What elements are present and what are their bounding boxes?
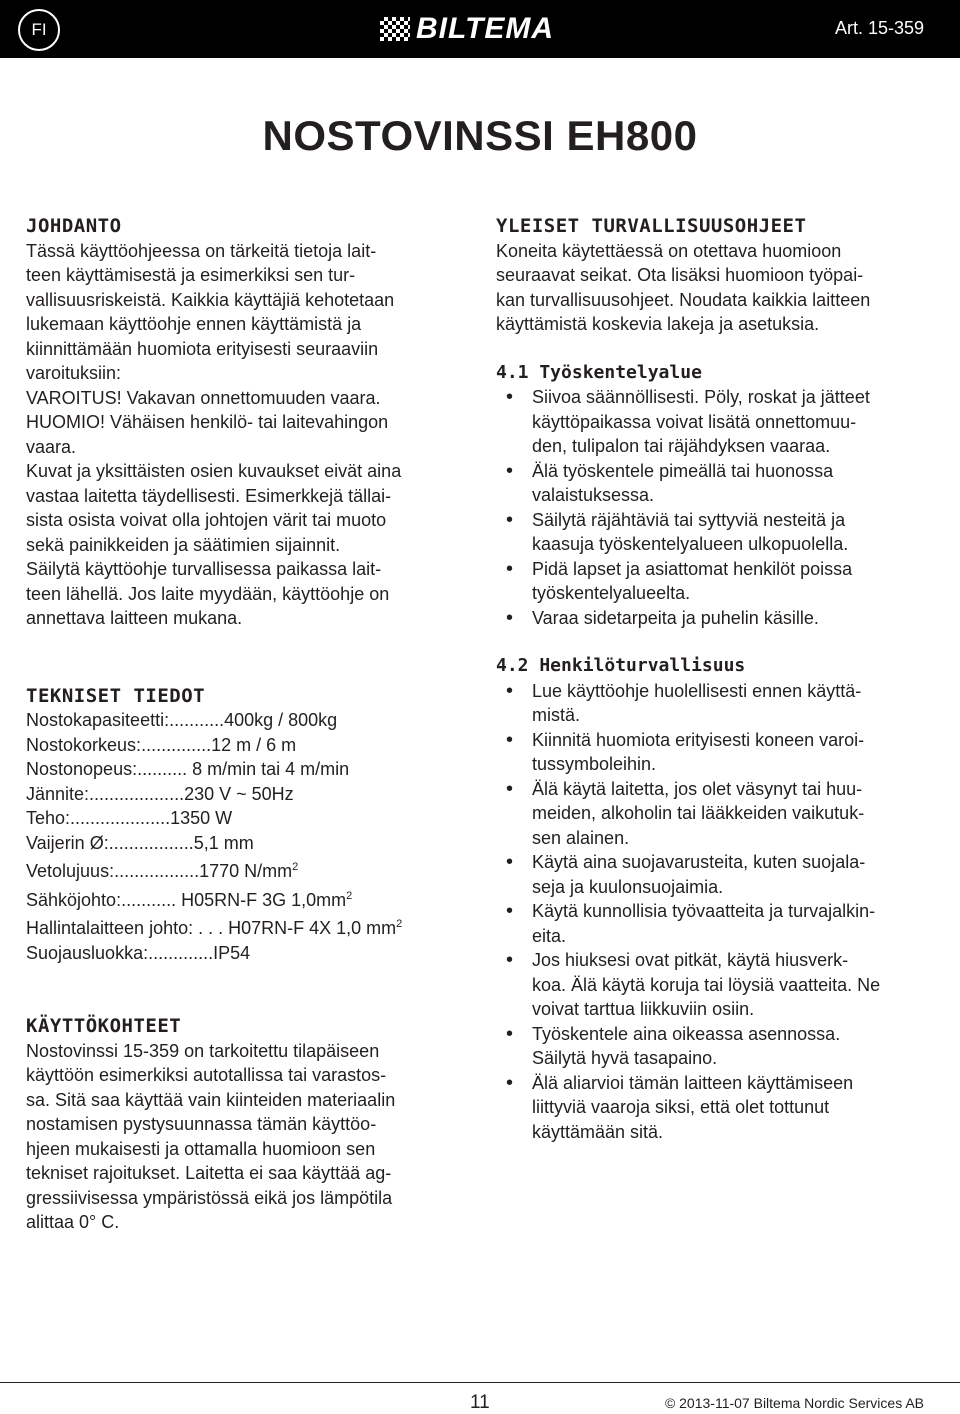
workarea-section <box>496 361 941 631</box>
spec-dots: ................. <box>114 861 200 881</box>
list-item <box>496 728 941 777</box>
spec-row <box>26 733 466 758</box>
list-item-line: kaasuja työskentelyalueen ulkopuolella. <box>532 534 849 554</box>
text-line: käyttämistä koskevia lakeja ja asetuksia. <box>496 314 820 334</box>
list-item-line: työskentelyalueelta. <box>532 583 691 603</box>
spec-value: H05RN-F 3G 1,0mm <box>181 889 347 910</box>
page-number: 11 <box>470 1392 490 1413</box>
personal-section <box>496 654 941 1144</box>
list-item-line: sen alainen. <box>532 827 630 848</box>
text-line: Koneita käytettäessä on otettava huomioon <box>496 240 842 261</box>
list-item-line: • Käytä kunnollisia työvaatteita ja turvajalkin- <box>532 901 876 921</box>
text-line: vallisuusriskeistä. Kaikkia käyttäjiä kehotetaan <box>26 289 395 310</box>
copyright: © 2013-11-07 Biltema Nordic Services AB <box>664 1395 924 1411</box>
list-item-line: • Lue käyttöohje huolellisesti ennen käyttä- <box>532 680 862 701</box>
list-item <box>496 679 941 728</box>
text-line: Säilytä käyttöohje turvallisessa paikassa lait- <box>26 559 382 579</box>
list-item <box>496 899 941 948</box>
spec-label: Sähköjohto: <box>26 889 122 910</box>
text-line: kiinnittämään huomiota erityisesti seuraaviin <box>26 338 379 359</box>
text-line: kan turvallisuusohjeet. Noudata kaikkia laitteen <box>496 289 871 310</box>
usage-text <box>26 1039 466 1235</box>
right-column <box>496 214 941 1144</box>
personal-heading: 4.2 Henkilöturvallisuus <box>496 655 746 676</box>
spec-dots: ................. <box>108 832 194 853</box>
spec-label: Jännite: <box>26 783 90 804</box>
list-item-line: • Älä käytä laitetta, jos olet väsynyt tai huu- <box>532 778 863 799</box>
list-item-line: käyttöpaikassa voivat lisätä onnettomuu- <box>532 411 857 432</box>
list-item-line: mistä. <box>532 705 581 725</box>
workarea-heading: 4.1 Työskentelyalue <box>496 361 702 383</box>
list-item <box>496 459 941 508</box>
text-line: Kuvat ja yksittäisten osien kuvaukset eivät aina <box>26 461 402 481</box>
list-item-line: • Älä työskentele pimeällä tai huonossa <box>532 460 834 481</box>
text-line: VAROITUS! Vakavan onnettomuuden vaara. <box>26 387 381 408</box>
list-item-line: käyttämään sitä. <box>532 1121 664 1142</box>
specs-list <box>26 708 466 965</box>
list-item <box>496 385 941 459</box>
spec-superscript: 2 <box>396 918 403 930</box>
personal-list <box>496 679 941 1145</box>
spec-row <box>26 884 466 913</box>
text-line: sekä painikkeiden ja säätimien sijainnit. <box>26 534 341 555</box>
spec-dots: ............. <box>148 942 214 963</box>
text-line: sa. Sitä saa käyttää vain kiinteiden materiaalin <box>26 1089 396 1110</box>
list-item <box>496 508 941 557</box>
spec-label: Teho: <box>26 808 71 828</box>
text-line: teen lähellä. Jos laite myydään, käyttöohje on <box>26 583 390 604</box>
spec-value: 400kg / 800kg <box>224 710 338 730</box>
spec-row <box>26 831 466 856</box>
list-item-line: • Pidä lapset ja asiattomat henkilöt poissa <box>532 558 853 579</box>
list-item-line: • Varaa sidetarpeita ja puhelin käsille. <box>532 607 819 628</box>
spec-value: 1770 N/mm <box>199 861 293 881</box>
spec-value: 12 m / 6 m <box>211 734 297 755</box>
text-line: teen käyttämisestä ja esimerkiksi sen tur- <box>26 265 356 285</box>
list-item-line: eita. <box>532 925 567 946</box>
brand-name: BILTEMA <box>416 12 555 45</box>
text-line: Nostovinssi 15-359 on tarkoitettu tilapäiseen <box>26 1040 380 1061</box>
list-item-line: • Jos hiuksesi ovat pitkät, käytä hiusverk- <box>532 950 849 970</box>
text-line: Tässä käyttöohjeessa on tärkeitä tietoja lait- <box>26 240 377 261</box>
list-item-line: tussymboleihin. <box>532 754 657 774</box>
spec-label: Nostokorkeus: <box>26 734 142 755</box>
spec-row <box>26 941 466 966</box>
text-line: annettava laitteen mukana. <box>26 608 243 628</box>
footer-divider <box>0 1382 960 1383</box>
safety-section <box>496 214 941 337</box>
spec-dots: .............. <box>141 734 212 755</box>
brand-logo <box>380 13 554 45</box>
safety-text <box>496 239 941 337</box>
spec-dots: ........... <box>121 889 182 910</box>
usage-section <box>26 1014 466 1235</box>
spec-superscript: 2 <box>292 861 299 873</box>
spec-value: IP54 <box>213 942 251 963</box>
spec-label: Vaijerin Ø: <box>26 832 109 853</box>
list-item <box>496 557 941 606</box>
spec-label: Nostonopeus: <box>26 759 138 779</box>
spec-row <box>26 912 466 941</box>
list-item <box>496 850 941 899</box>
text-line: sista osista voivat olla johtojen värit tai muoto <box>26 510 387 530</box>
list-item-line: • Älä aliarvioi tämän laitteen käyttämiseen <box>532 1072 854 1093</box>
spec-value: 8 m/min tai 4 m/min <box>192 759 350 779</box>
spec-value: H07RN-F 4X 1,0 mm <box>228 918 397 938</box>
text-line: varoituksiin: <box>26 363 122 383</box>
list-item <box>496 948 941 1022</box>
list-item-line: Säilytä hyvä tasapaino. <box>532 1048 718 1068</box>
list-item-line: • Siivoa säännöllisesti. Pöly, roskat ja jätteet <box>532 387 870 407</box>
text-line: lukemaan käyttöohje ennen käyttämistä ja <box>26 314 362 334</box>
list-item <box>496 777 941 851</box>
spec-dots: ................... <box>89 783 185 804</box>
spec-dots: .................... <box>70 808 171 828</box>
list-item-line: valaistuksessa. <box>532 485 655 505</box>
specs-section <box>26 684 466 966</box>
list-item-line: voivat tarttua liikkuviin osiin. <box>532 999 755 1019</box>
list-item-line: koa. Älä käytä koruja tai löysiä vaatteita. Ne <box>532 974 881 995</box>
intro-section <box>26 214 466 631</box>
spec-row <box>26 757 466 782</box>
spec-value: 1350 W <box>170 808 233 828</box>
workarea-list <box>496 385 941 630</box>
safety-heading: YLEISET TURVALLISUUSOHJEET <box>496 215 807 237</box>
spec-row <box>26 782 466 807</box>
spec-label: Vetolujuus: <box>26 861 115 881</box>
checkered-flag-icon <box>380 17 410 41</box>
left-column <box>26 214 466 1235</box>
specs-heading: TEKNISET TIEDOT <box>26 684 206 707</box>
spec-value: 230 V ~ 50Hz <box>184 783 294 804</box>
spec-dots: . . . <box>193 918 229 938</box>
header-bar <box>0 0 960 58</box>
text-line: vastaa laitetta täydellisesti. Esimerkkejä tällai- <box>26 485 392 506</box>
spec-label: Hallintalaitteen johto: <box>26 918 194 938</box>
spec-value: 5,1 mm <box>193 832 254 853</box>
list-item-line: seja ja kuulonsuojaimia. <box>532 876 724 897</box>
spec-superscript: 2 <box>346 889 353 902</box>
spec-row <box>26 806 466 831</box>
intro-text <box>26 239 466 631</box>
spec-label: Nostokapasiteetti: <box>26 710 170 730</box>
text-line: hjeen mukaisesti ja ottamalla huomioon sen <box>26 1138 376 1159</box>
list-item-line: • Työskentele aina oikeassa asennossa. <box>532 1023 841 1044</box>
list-item-line: • Käytä aina suojavarusteita, kuten suojala- <box>532 852 866 872</box>
list-item-line: • Säilytä räjähtäviä tai syttyviä nesteitä ja <box>532 509 846 530</box>
text-line: HUOMIO! Vähäisen henkilö- tai laitevahingon <box>26 412 389 432</box>
text-line: seuraavat seikat. Ota lisäksi huomioon työpai- <box>496 265 864 285</box>
list-item-line: meiden, alkoholin tai lääkkeiden vaikutuk- <box>532 803 865 823</box>
text-line: alittaa 0° C. <box>26 1212 120 1232</box>
intro-heading: JOHDANTO <box>26 215 122 237</box>
list-item <box>496 606 941 631</box>
spec-dots: .......... <box>137 759 193 779</box>
text-line: tekniset rajoitukset. Laitetta ei saa käyttää ag- <box>26 1163 392 1183</box>
list-item <box>496 1071 941 1145</box>
list-item-line: den, tulipalon tai räjähdyksen vaaraa. <box>532 436 831 456</box>
text-line: nostamisen pystysuunnassa tämän käyttöo- <box>26 1114 377 1134</box>
spec-row <box>26 708 466 733</box>
spec-dots: ........... <box>169 710 225 730</box>
list-item-line: liittyviä vaaroja siksi, että olet tottunut <box>532 1097 830 1117</box>
text-line: vaara. <box>26 436 77 457</box>
spec-label: Suojausluokka: <box>26 942 149 963</box>
usage-heading: KÄYTTÖKOHTEET <box>26 1015 182 1037</box>
language-badge: FI <box>18 9 60 51</box>
page-title: NOSTOVINSSI EH800 <box>262 112 698 159</box>
spec-row <box>26 855 466 884</box>
list-item-line: • Kiinnitä huomiota erityisesti koneen varoi- <box>532 729 865 750</box>
list-item <box>496 1022 941 1071</box>
article-number: Art. 15-359 <box>834 18 924 38</box>
text-line: gressiivisessa ympäristössä eikä jos lämpötila <box>26 1187 393 1208</box>
text-line: käyttöön esimerkiksi autotallissa tai varastos- <box>26 1065 387 1085</box>
